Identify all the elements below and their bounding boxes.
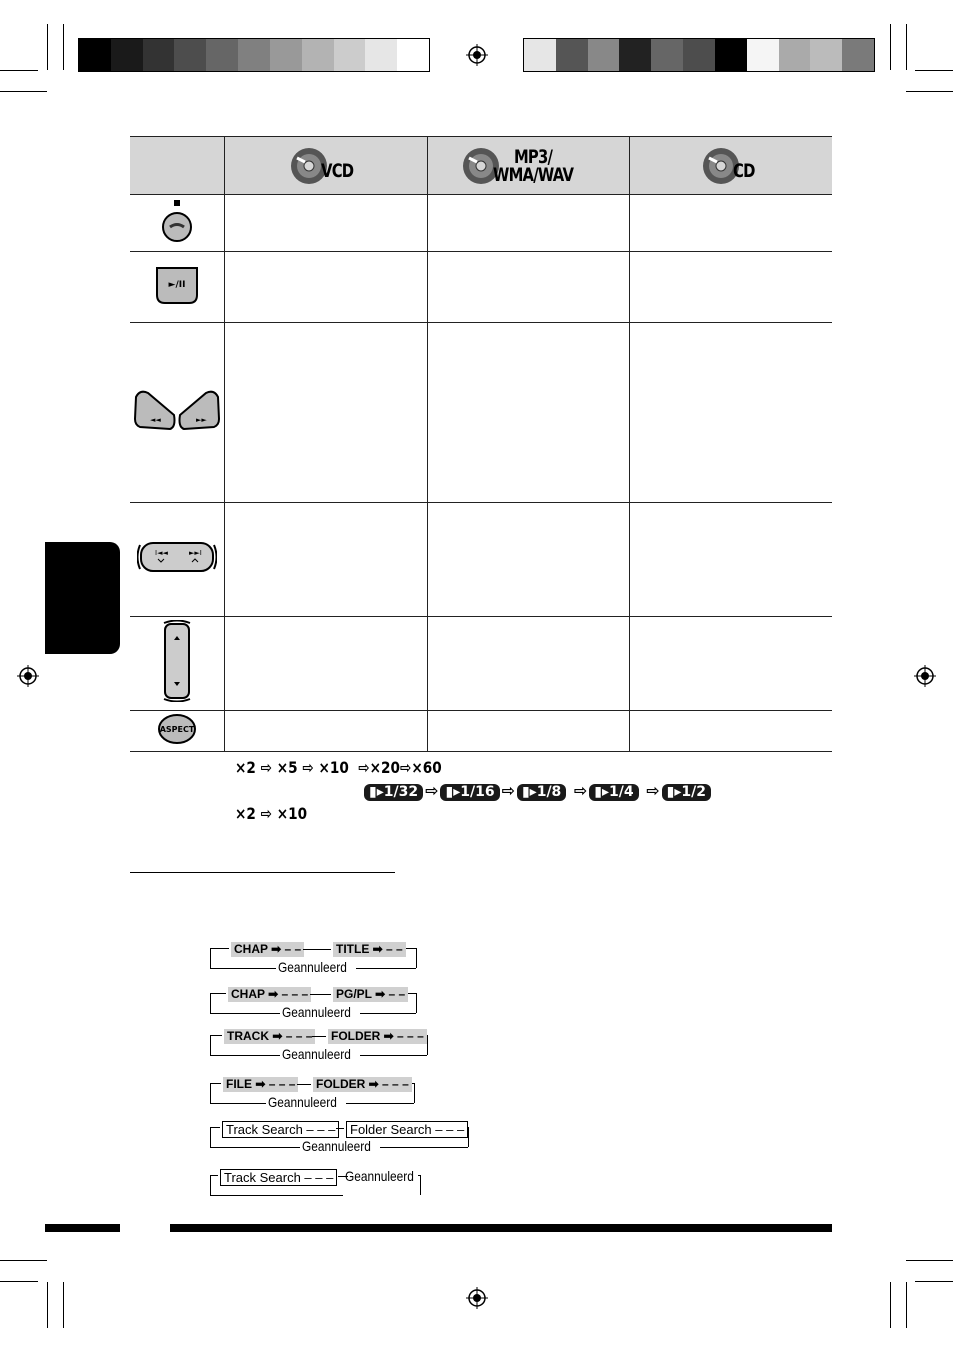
slow-speed-value: 1/32 <box>383 784 419 800</box>
flow-line <box>420 1175 421 1195</box>
color-swatch <box>842 39 874 71</box>
table-row <box>130 503 832 617</box>
flow-line <box>210 1175 211 1195</box>
speed-value: ×2 <box>235 804 256 823</box>
svg-text:►►: ►► <box>195 416 207 424</box>
flow-line <box>210 1195 343 1196</box>
flow-mode-tag: PG/PL ➡ – – <box>333 987 408 1002</box>
footer-bar-left <box>45 1224 120 1232</box>
svg-text:◄◄: ◄◄ <box>149 416 161 424</box>
table-cell <box>630 195 832 252</box>
flow-line <box>360 1055 427 1056</box>
flow-line <box>380 1147 468 1148</box>
table-row <box>130 252 832 323</box>
row-icon-cell <box>130 503 224 617</box>
speed-value: ×10 <box>318 758 349 777</box>
flow-mode-tag: Track Search – – – <box>220 1169 337 1186</box>
color-swatch <box>683 39 715 71</box>
flow-line <box>210 1055 280 1056</box>
table-cell <box>630 617 832 711</box>
flow-line <box>210 1083 211 1103</box>
flow-line <box>210 993 226 994</box>
table-cell <box>224 503 427 617</box>
table-cell <box>630 252 832 323</box>
operations-table <box>130 136 832 752</box>
flow-line <box>210 1083 221 1084</box>
flow-line <box>210 968 276 969</box>
crop-mark <box>890 24 891 70</box>
flow-mode-tag: Track Search – – – <box>222 1121 339 1138</box>
table-cell <box>427 617 629 711</box>
crop-mark <box>0 1281 38 1282</box>
slow-speed-badge: ▮▸1/8 <box>517 784 566 801</box>
slow-speed-value: 1/2 <box>681 784 706 800</box>
row-icon-cell <box>130 711 224 752</box>
cancelled-label: Geannuleerd <box>282 1004 351 1020</box>
crop-mark <box>906 24 907 70</box>
slow-speed-badge: ▮▸1/32 <box>364 784 423 801</box>
color-swatch <box>588 39 620 71</box>
table-cell <box>224 617 427 711</box>
speed-value: ×10 <box>276 804 308 823</box>
table-row <box>130 617 832 711</box>
aspect-label: ASPECT <box>159 724 195 734</box>
flow-line <box>346 1103 414 1104</box>
slow-speed-badge: ▮▸1/4 <box>589 784 638 801</box>
crop-mark <box>47 1282 48 1328</box>
color-swatch <box>556 39 588 71</box>
footer-bar-right <box>170 1224 832 1232</box>
color-swatch <box>619 39 651 71</box>
flow-arrow <box>297 1084 311 1085</box>
disc-label: MP3/ WMA/WAV <box>493 145 574 186</box>
play-pause-button-icon <box>154 265 200 305</box>
color-swatch <box>111 39 143 71</box>
skip-buttons-icon <box>137 540 217 574</box>
rewind-forward-buttons-icon <box>132 387 222 433</box>
row-icon-cell <box>130 195 224 252</box>
cancelled-label: Geannuleerd <box>282 1046 351 1062</box>
flow-arrow <box>303 949 331 950</box>
flow-line <box>210 1127 220 1128</box>
flow-line <box>210 1035 222 1036</box>
table-cell <box>224 195 427 252</box>
color-swatch <box>365 39 397 71</box>
svg-text:►►I: ►►I <box>188 549 202 557</box>
fast-speed-sequence-2: ×2 ⇨ ×10 <box>235 804 308 823</box>
flow-mode-tag: FOLDER ➡ – – – <box>313 1077 412 1092</box>
color-swatch <box>810 39 842 71</box>
table-cell <box>427 323 629 503</box>
cancelled-label: Geannuleerd <box>278 959 347 975</box>
slow-speed-value: 1/4 <box>609 784 634 800</box>
flow-line <box>414 1083 415 1103</box>
flow-mode-tag: CHAP ➡ – – <box>231 942 304 957</box>
crop-mark <box>906 1282 907 1328</box>
color-swatch <box>334 39 366 71</box>
column-header-mp3 <box>427 137 629 195</box>
crop-mark <box>63 1282 64 1328</box>
color-swatch <box>206 39 238 71</box>
crop-mark <box>47 24 48 70</box>
speed-value: ×5 <box>276 758 298 777</box>
row-icon-cell <box>130 617 224 711</box>
table-cell <box>427 195 629 252</box>
table-cell <box>427 503 629 617</box>
aspect-button-icon <box>157 713 197 745</box>
crop-mark <box>0 70 38 71</box>
disc-label: VCD <box>321 159 354 182</box>
table-row <box>130 195 832 252</box>
registration-mark-icon <box>466 44 488 66</box>
registration-mark-icon <box>17 665 39 687</box>
flow-mode-tag: FOLDER ➡ – – – <box>328 1029 427 1044</box>
table-cell <box>427 252 629 323</box>
color-swatch <box>779 39 811 71</box>
crop-mark <box>906 1260 953 1261</box>
crop-mark <box>915 70 953 71</box>
slow-speed-badge: ▮▸1/2 <box>662 784 711 801</box>
speed-value: ×60 <box>411 758 442 777</box>
slow-speed-value: 1/8 <box>536 784 562 800</box>
table-cell <box>224 323 427 503</box>
flow-mode-tag: TITLE ➡ – – <box>333 942 406 957</box>
table-cell <box>630 503 832 617</box>
flow-line <box>360 1013 416 1014</box>
row-icon-cell <box>130 323 224 503</box>
flow-line <box>210 1035 211 1055</box>
flow-arrow <box>312 1036 326 1037</box>
stop-button-icon <box>157 198 197 244</box>
footnote-rule <box>130 872 395 873</box>
flow-line <box>210 948 229 949</box>
table-cell <box>224 252 427 323</box>
color-swatch <box>651 39 683 71</box>
cancelled-label: Geannuleerd <box>345 1168 414 1184</box>
flow-mode-tag: TRACK ➡ – – – <box>224 1029 315 1044</box>
table-corner-cell <box>130 137 224 195</box>
column-header-vcd <box>224 137 427 195</box>
crop-mark <box>0 91 47 92</box>
row-icon-cell <box>130 252 224 323</box>
color-swatch <box>270 39 302 71</box>
flow-line <box>210 1127 211 1147</box>
up-down-buttons-icon <box>160 620 194 702</box>
flow-line <box>210 1147 300 1148</box>
color-swatch <box>302 39 334 71</box>
crop-mark <box>63 24 64 70</box>
speed-value: ×2 <box>235 758 256 777</box>
column-header-cd <box>630 137 832 195</box>
svg-text:I◄◄: I◄◄ <box>154 549 168 557</box>
slow-speed-value: 1/16 <box>460 784 495 800</box>
crop-mark <box>890 1282 891 1328</box>
table-row <box>130 323 832 503</box>
cancelled-label: Geannuleerd <box>268 1094 337 1110</box>
flow-mode-tag: CHAP ➡ – – – <box>228 987 311 1002</box>
color-swatch <box>79 39 111 71</box>
flow-line <box>210 993 211 1013</box>
crop-mark <box>906 91 953 92</box>
crop-mark <box>0 1260 47 1261</box>
speed-value: ×20 <box>369 758 400 777</box>
color-swatch <box>397 39 429 71</box>
flow-line <box>210 948 211 968</box>
play-pause-label: ►/II <box>168 279 186 290</box>
flow-line <box>356 968 416 969</box>
flow-line <box>210 1103 266 1104</box>
registration-mark-icon <box>914 665 936 687</box>
table-cell <box>630 711 832 752</box>
flow-mode-tag: Folder Search – – – <box>346 1121 468 1138</box>
flow-line <box>427 1035 428 1055</box>
table-row <box>130 711 832 752</box>
table-cell <box>630 323 832 503</box>
flow-line <box>210 1175 218 1176</box>
color-swatch <box>174 39 206 71</box>
color-calibration-bar <box>523 38 875 72</box>
color-swatch <box>238 39 270 71</box>
color-swatch <box>524 39 556 71</box>
table-cell <box>427 711 629 752</box>
slow-speed-sequence: ▮▸1/32 ⇨ ▮▸1/16 ⇨ ▮▸1/8 ⇨ ▮▸1/4 ⇨ ▮▸1/2 <box>362 781 713 801</box>
flow-line <box>418 1175 420 1176</box>
slow-speed-badge: ▮▸1/16 <box>440 784 499 801</box>
color-swatch <box>715 39 747 71</box>
grayscale-calibration-bar <box>78 38 430 72</box>
color-swatch <box>143 39 175 71</box>
crop-mark <box>915 1281 953 1282</box>
flow-line <box>416 948 417 968</box>
flow-mode-tag: FILE ➡ – – – <box>223 1077 298 1092</box>
flow-line <box>416 993 417 1013</box>
disc-label: CD <box>733 159 755 182</box>
fast-speed-sequence: ×2 ⇨ ×5 ⇨ ×10 ⇨×20⇨×60 <box>235 758 442 777</box>
registration-mark-icon <box>466 1287 488 1309</box>
flow-line <box>210 1013 280 1014</box>
cancelled-label: Geannuleerd <box>302 1138 371 1154</box>
table-cell <box>224 711 427 752</box>
language-side-tab <box>45 542 120 654</box>
flow-arrow <box>310 994 331 995</box>
flow-arrow <box>336 1128 344 1129</box>
color-swatch <box>747 39 779 71</box>
